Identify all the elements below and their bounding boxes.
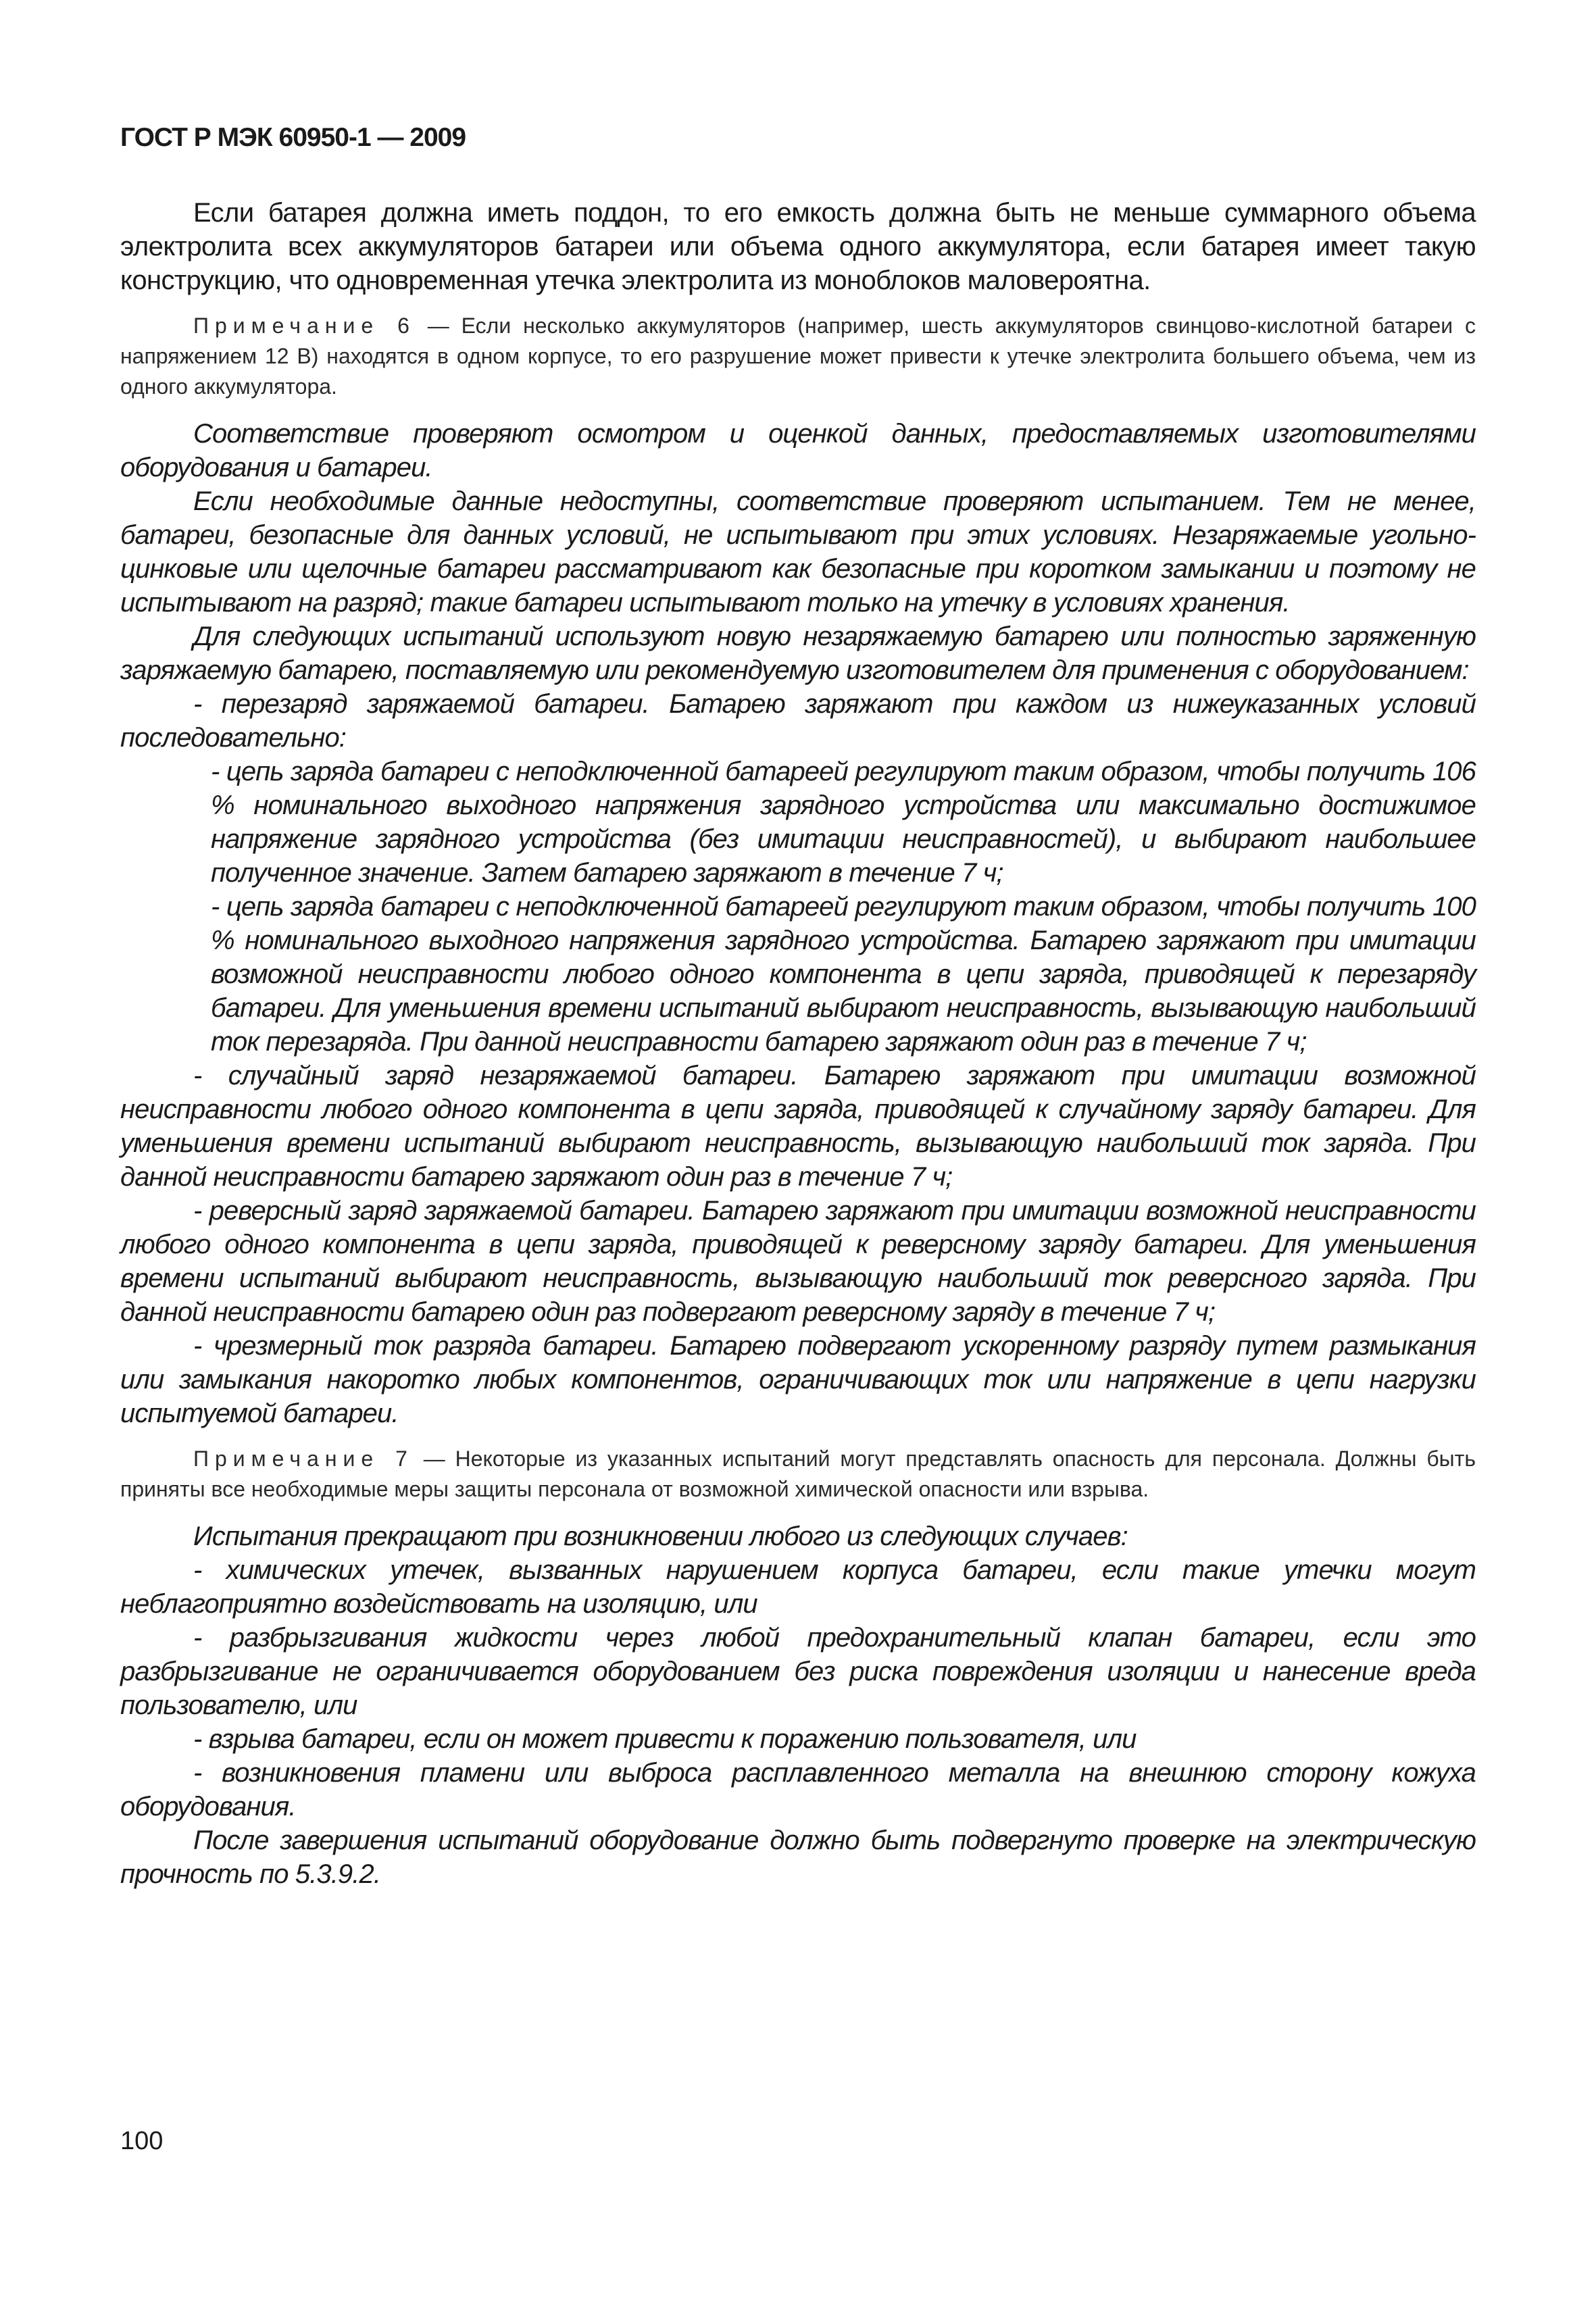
- paragraph: После завершения испытаний оборудование должно быть подвергнуто проверке на электрическую прочность по 5.3.9.2.: [120, 1826, 1476, 1889]
- paragraph: Если батарея должна иметь поддон, то его емкость должна быть не меньше суммарного объема электролита всех аккумуляторов батареи или объема одного аккумулятора, если батарея имеет такую конструкцию, что одновременная утечка электролита из моноблоков маловероятна.: [120, 198, 1476, 295]
- page-number: 100: [120, 2127, 164, 2155]
- list-item: - химических утечек, вызванных нарушением корпуса батареи, если такие утечки могут неблагоприятно воздействовать на изоляцию, или: [120, 1555, 1476, 1619]
- list-item: - разбрызгивания жидкости через любой предохранительный клапан батареи, если это разбрызгивание не ограничивается оборудованием без риска повреждения изоляции и нанесение вреда пользователю, или: [120, 1623, 1476, 1720]
- note-paragraph: [120, 1444, 1476, 1505]
- paragraph: Соответствие проверяют осмотром и оценкой данных, предоставляемых изготовителями оборудования и батареи.: [120, 419, 1476, 482]
- list-item: - взрыва батареи, если он может привести к поражению пользователя, или: [193, 1724, 1137, 1754]
- note-label: Примечание 6: [193, 313, 416, 338]
- list-item: - реверсный заряд заряжаемой батареи. Батарею заряжают при имитации возможной неисправности любого одного компонента в цепи заряда, приводящей к реверсному заряду батареи. Для уменьшения времени испытаний выбирают неисправность, вызывающую наибольший ток реверсного заряда. При данной неисправности батарею один раз подвергают реверсному заряду в течение 7 ч;: [120, 1196, 1476, 1327]
- list-item: - чрезмерный ток разряда батареи. Батарею подвергают ускоренному разряду путем размыкания или замыкания накоротко любых компонентов, ограничивающих ток или напряжение в цепи нагрузки испытуемой батареи.: [120, 1331, 1476, 1428]
- list-item: - перезаряд заряжаемой батареи. Батарею заряжают при каждом из нижеуказанных условий последовательно:: [120, 689, 1476, 753]
- list-item: - случайный заряд незаряжаемой батареи. Батарею заряжают при имитации возможной неисправности любого одного компонента в цепи заряда, приводящей к случайному заряду батареи. Для уменьшения времени испытаний выбирают неисправность, вызывающую наибольший ток заряда. При данной неисправности батарею заряжают один раз в течение 7 ч;: [120, 1061, 1476, 1192]
- paragraph: Если необходимые данные недоступны, соответствие проверяют испытанием. Тем не менее, батареи, безопасные для данных условий, не испытывают при этих условиях. Незаряжаемые угольно-цинковые или щелочные батареи рассматривают как безопасные при коротком замыкании и поэтому не испытывают на разряд; такие батареи испытывают только на утечку в условиях хранения.: [120, 486, 1476, 618]
- note-label: Примечание 7: [193, 1447, 414, 1471]
- sub-list-item: - цепь заряда батареи с неподключенной батареей регулируют таким образом, чтобы получить 100 % номинального выходного напряжения зарядного устройства. Батарею заряжают при имитации возможной неисправности любого одного компонента в цепи заряда, приводящей к перезаряду батареи. Для уменьшения времени испытаний выбирают неисправность, вызывающую наибольший ток перезаряда. При данной неисправности батарею заряжают один раз в течение 7 ч;: [211, 892, 1476, 1057]
- paragraph: Испытания прекращают при возникновении любого из следующих случаев:: [193, 1521, 1128, 1551]
- note-text: — Если несколько аккумуляторов (например, шесть аккумуляторов свинцово-кислотной батареи с напряжением 12 В) находятся в одном корпусе, то его разрушение может привести к утечке электролита большего объема, чем из одного аккумулятора.: [120, 313, 1476, 399]
- document-body: [120, 196, 1476, 1891]
- sub-list-item: - цепь заряда батареи с неподключенной батареей регулируют таким образом, чтобы получить 106 % номинального выходного напряжения зарядного устройства или максимально достижимое напряжение зарядного устройства (без имитации неисправностей), и выбирают наибольшее полученное значение. Затем батарею заряжают в течение 7 ч;: [211, 757, 1476, 888]
- note-text: — Некоторые из указанных испытаний могут представлять опасность для персонала. Должны быть приняты все необходимые меры защиты персонала от возможной химической опасности или взрыва.: [120, 1447, 1476, 1501]
- note-paragraph: [120, 311, 1476, 402]
- list-item: - возникновения пламени или выброса расплавленного металла на внешнюю сторону кожуха оборудования.: [120, 1758, 1476, 1821]
- document-header: ГОСТ Р МЭК 60950-1 — 2009: [120, 123, 466, 152]
- paragraph: Для следующих испытаний используют новую незаряжаемую батарею или полностью заряженную заряжаемую батарею, поставляемую или рекомендуемую изготовителем для применения с оборудованием:: [120, 622, 1476, 685]
